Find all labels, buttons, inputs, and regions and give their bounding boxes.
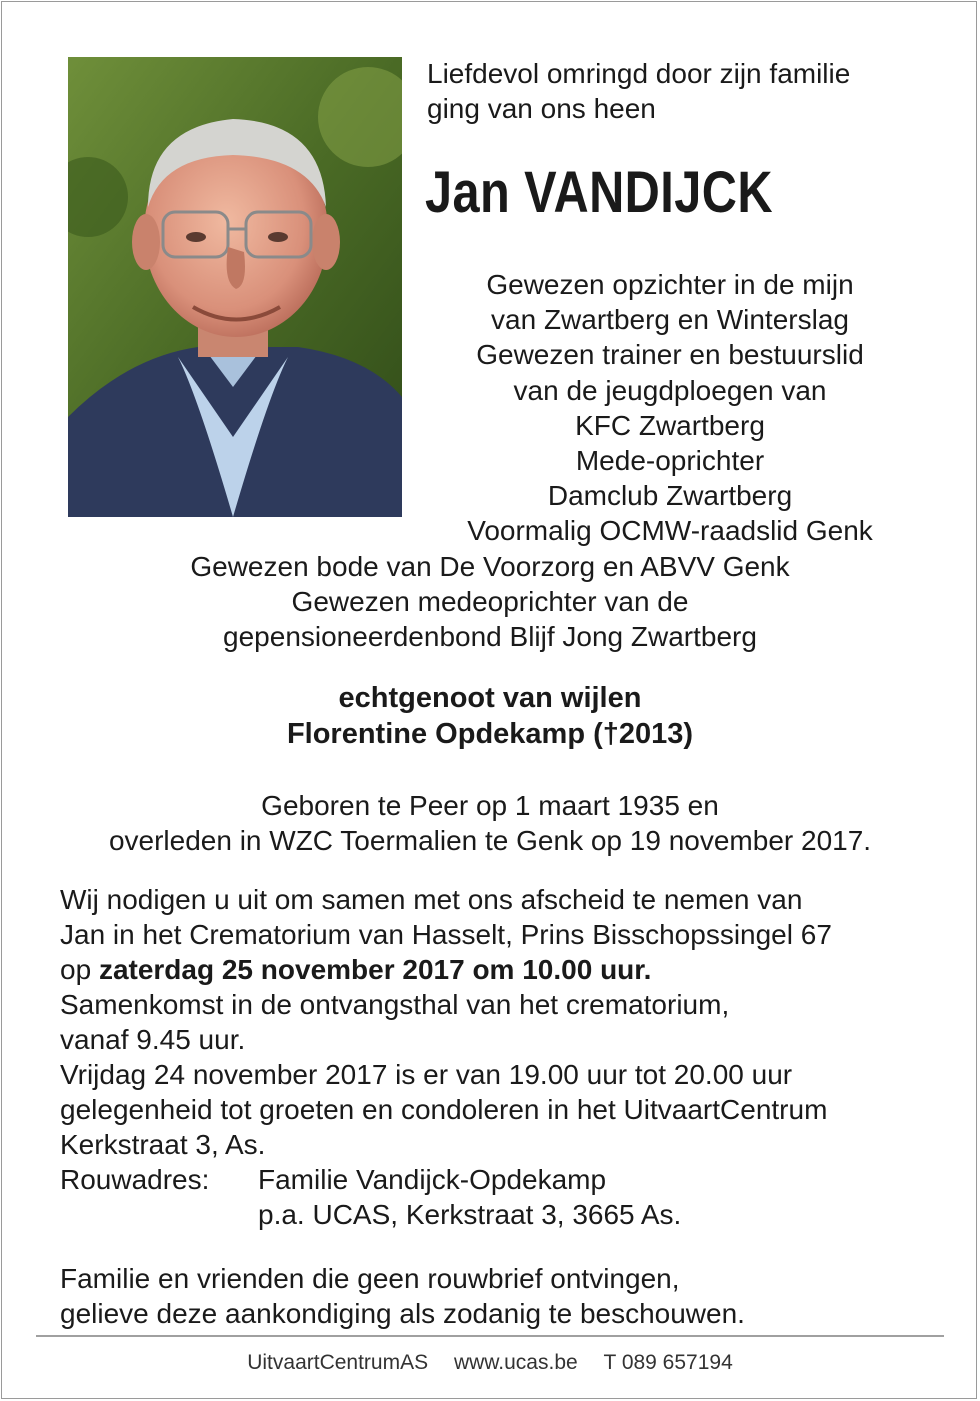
address-line-2: p.a. UCAS, Kerkstraat 3, 3665 As. xyxy=(258,1199,682,1230)
invitation-line: Wij nodigen u uit om samen met ons afscheid te nemen van xyxy=(60,884,803,915)
function-line: van Zwartberg en Winterslag xyxy=(491,304,849,336)
ceremony-datetime: zaterdag 25 november 2017 om 10.00 uur. xyxy=(98,954,652,985)
intro-line-2: ging van ons heen xyxy=(427,93,656,124)
address-label: Rouwadres: xyxy=(60,1164,210,1195)
invitation-text xyxy=(60,882,940,1232)
functions-list xyxy=(420,267,920,549)
address-line-1: Familie Vandijck-Opdekamp xyxy=(258,1164,607,1195)
footer-phone: T 089 657194 xyxy=(603,1351,733,1374)
invitation-line: Samenkomst in de ontvangsthal van het crematorium, xyxy=(60,989,730,1020)
invitation-prefix: op xyxy=(60,954,92,985)
portrait-photo xyxy=(68,57,402,517)
spouse-line-2: Florentine Opdekamp (†2013) xyxy=(286,718,694,750)
spouse-block xyxy=(90,680,890,752)
function-line: gepensioneerdenbond Blijf Jong Zwartberg xyxy=(223,621,757,653)
invitation-line: gelegenheid tot groeten en condoleren in het UitvaartCentrum xyxy=(60,1094,828,1125)
spouse-line-1: echtgenoot van wijlen xyxy=(338,682,642,714)
function-line: Mede-oprichter xyxy=(575,445,765,477)
function-line: Gewezen medeoprichter van de xyxy=(291,586,689,618)
function-line: Gewezen opzichter in de mijn xyxy=(486,269,854,300)
function-line: KFC Zwartberg xyxy=(575,409,765,441)
function-line: Damclub Zwartberg xyxy=(547,480,793,512)
invitation-line: Kerkstraat 3, As. xyxy=(60,1129,266,1160)
closing-line-2: gelieve deze aankondiging als zodanig te beschouwen. xyxy=(60,1298,745,1329)
footer-company: UitvaartCentrumAS xyxy=(247,1351,429,1374)
intro-text xyxy=(427,56,947,126)
invitation-line: vanaf 9.45 uur. xyxy=(60,1024,246,1055)
deceased-name: Jan VANDIJCK xyxy=(425,160,773,225)
footer xyxy=(0,1350,980,1376)
invitation-line xyxy=(60,952,940,987)
invitation-line: Vrijdag 24 november 2017 is er van 19.00 uur tot 20.00 uur xyxy=(60,1059,793,1090)
closing-text xyxy=(60,1261,940,1331)
closing-line-1: Familie en vrienden die geen rouwbrief ontvingen, xyxy=(60,1263,680,1294)
death-line: overleden in WZC Toermalien te Genk op 19 november 2017. xyxy=(108,825,872,856)
footer-website[interactable]: www.ucas.be xyxy=(453,1351,578,1374)
birth-line: Geboren te Peer op 1 maart 1935 en xyxy=(261,790,719,821)
birth-death-dates xyxy=(40,788,940,858)
intro-line-1: Liefdevol omringd door zijn familie xyxy=(427,58,851,89)
invitation-line: Jan in het Crematorium van Hasselt, Prins Bisschopssingel 67 xyxy=(60,919,832,950)
mourning-address xyxy=(60,1162,940,1197)
function-line: van de jeugdploegen van xyxy=(513,374,827,406)
function-line: Voormalig OCMW-raadslid Genk xyxy=(467,515,873,547)
footer-divider xyxy=(36,1335,944,1337)
function-line: Gewezen bode van De Voorzorg en ABVV Genk xyxy=(190,551,790,582)
functions-list-wide xyxy=(90,549,890,655)
function-line: Gewezen trainer en bestuurslid xyxy=(476,339,864,371)
